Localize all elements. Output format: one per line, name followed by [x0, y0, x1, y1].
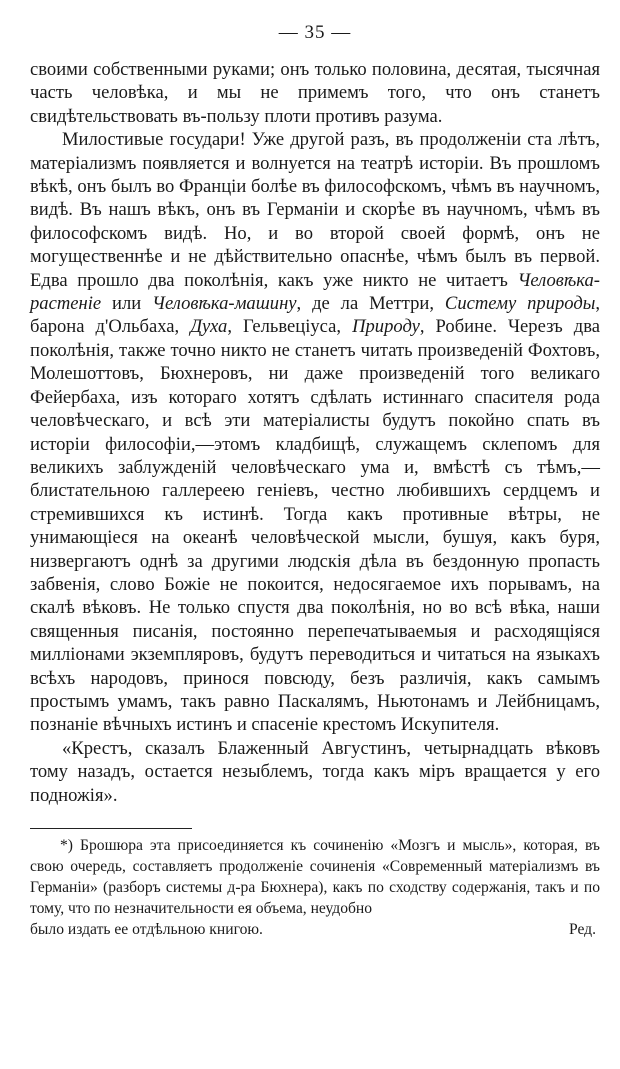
paragraph-main-conj-2: , де ла Меттри, [296, 293, 445, 315]
work-title-system-of-nature: Систему природы [444, 293, 596, 315]
footnote [30, 835, 600, 940]
paragraph-continuation: своими собственными руками; онъ только половина, десятая, тысячная часть человѣка, и мы не примемъ того, что онъ станетъ свидѣтельствовать въ-пользу плоти противъ разума. [30, 59, 600, 127]
work-title-on-nature: Природу [352, 316, 420, 338]
work-title-on-mind: Духа [190, 316, 228, 338]
footnote-last-line [30, 919, 600, 940]
footnote-signature: Ред. [568, 921, 596, 938]
work-title-machine-man: Человѣка-машину [152, 293, 297, 315]
body-text [30, 58, 600, 807]
work-title-plant-man: Человѣка-растеніе [30, 269, 600, 315]
footnote-divider [30, 828, 192, 829]
footnote-end: было издать ее отдѣльною книгою. [30, 921, 263, 938]
paragraph-main-end: , Робине. Черезъ два поколѣнія, также точно никто не станетъ читать произведеній Фохтовъ, Молешоттовъ, Бюхнеровъ, ни даже произведеній того великаго Фейербаха, изъ котораго хотятъ сдѣлать истиннаго спасителя рода человѣческаго, и всѣ эти матеріалисты будутъ покойно спать въ исторіи философіи,—этомъ кладбищѣ, служащемъ склепомъ для великихъ заблужденій человѣческаго ума и, вмѣстѣ съ тѣмъ,—блистательною галлереею геніевъ, честно любившихъ сердцемъ и стремившихся къ истинѣ. Тогда какъ противные вѣтры, не унимающіеся на океанѣ человѣческой мысли, бушуя, какъ буря, низвергаютъ однѣ за другими людскія дѣла въ бездонную пропасть забвенія, слово Божіе не покоится, недосягаемое ихъ порывамъ, на скалѣ вѣковъ. Не только спустя два поколѣнія, но во всѣ вѣка, наши священныя писанія, постоянно перепечатываемыя и расходящіяся милліонами экземпляровъ, будутъ переводиться и читаться на языкахъ всѣхъ народовъ, принося повсюду, безъ различія, какъ самымъ простымъ умамъ, такъ равно Паскалямъ, Ньютонамъ и Лейбницамъ, познаніе вѣчныхъ истинъ и спасеніе крестомъ Искупителя. [30, 316, 600, 736]
paragraph-main [30, 128, 600, 737]
footnote-text: *) Брошюра эта присоединяется къ сочиненію «Мозгъ и мысль», которая, въ свою очередь, составляетъ продолженіе сочиненія «Современный матеріализмъ въ Германіи» (разборъ системы д-ра Бюхнера), какъ по сходству содержанія, такъ и по тому, что по незначительности ея объема, неудобно [30, 837, 600, 917]
page-number: — 35 — [278, 22, 352, 43]
book-page [30, 18, 600, 940]
paragraph-main-start: Милостивые государи! Уже другой разъ, въ продолженіи ста лѣтъ, матеріализмъ появляется и волнуется на театрѣ исторіи. Въ прошломъ вѣкѣ, онъ былъ во Франціи болѣе въ философскомъ, чѣмъ въ научномъ, видѣ. Въ нашъ вѣкъ, онъ въ Германіи и скорѣе въ научномъ, чѣмъ въ философскомъ видѣ. Но, и во второй своей формѣ, онъ не могущественнѣе и не дѣйствительно опаснѣе, чѣмъ былъ въ первой. Едва прошло два поколѣнія, какъ уже никто не читаетъ [30, 129, 600, 291]
paragraph-main-conj-1: или [101, 293, 153, 315]
paragraph-main-conj-4: , Гельвеціуса, [227, 316, 353, 338]
paragraph-quote: «Крестъ, сказалъ Блаженный Августинъ, четырнадцать вѣковъ тому назадъ, остается незыблемъ, тогда какъ міръ вращается у его подножія». [30, 737, 600, 806]
paragraph-main-conj-3: , барона д'Ольбаха, [30, 293, 600, 338]
